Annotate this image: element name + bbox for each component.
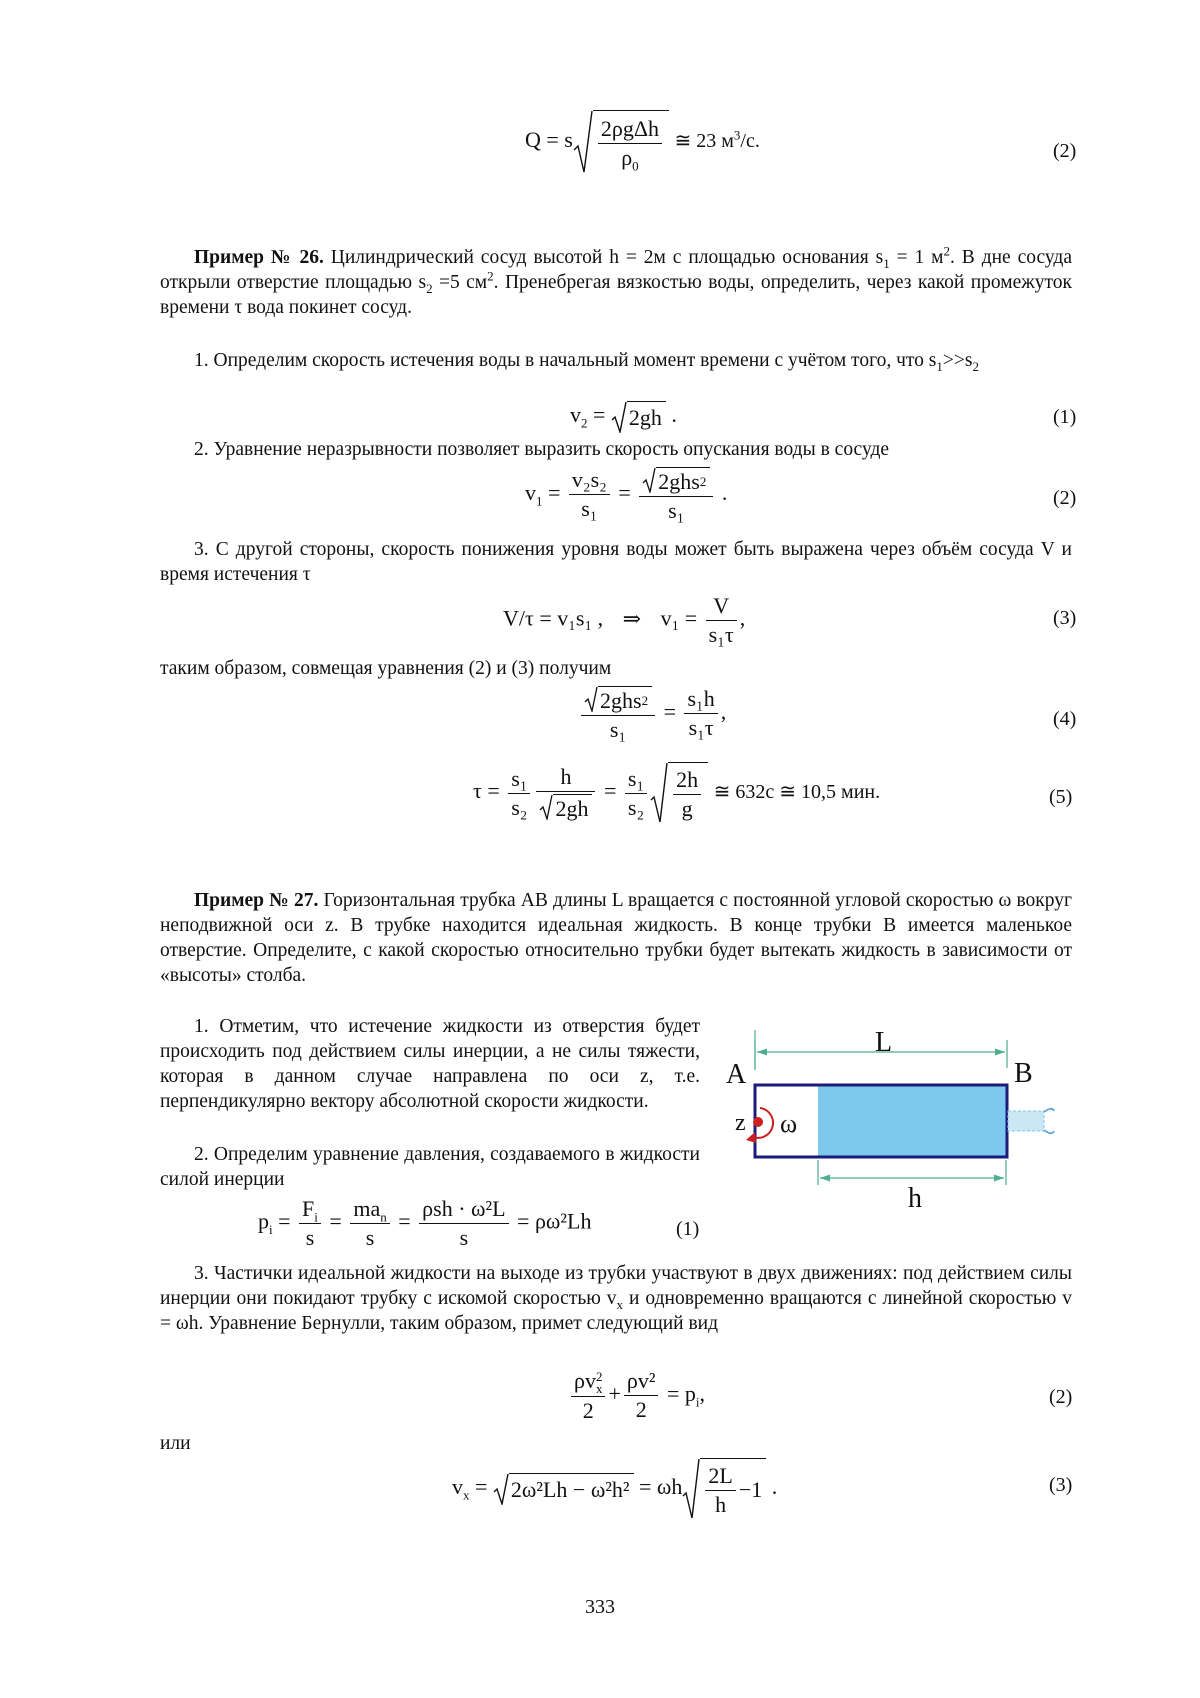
equation-q	[525, 110, 760, 174]
eq-part: v₁ =	[660, 605, 698, 631]
ex26-eq2-frac2: 2ghs 2 s₁	[639, 466, 713, 524]
ex26-eq3-number: (3)	[1053, 607, 1077, 629]
eq-rad-content: 2gh	[627, 401, 666, 433]
ex27-eq3-radical-1	[493, 1473, 634, 1505]
ex26-text: . В дне сосуда открыли отверстие площадью s	[160, 247, 1072, 293]
eq-sub: x	[463, 1487, 470, 1503]
eq-rhs: ≅ 632с ≅ 10,5 мин.	[713, 781, 881, 804]
dimension-arrowhead	[994, 1175, 1004, 1182]
ex26-eq4-frac2	[684, 686, 717, 741]
ex27-eq3-number: (3)	[1049, 1474, 1073, 1496]
eq-q-number: (2)	[1053, 140, 1077, 162]
ex27-or: или	[160, 1433, 191, 1454]
frac-den: s₁	[581, 496, 598, 522]
frac-num: ρv	[574, 1368, 596, 1393]
ex27-eq-3: $v_x$ = 2ω²Lh − ω²h² = ωh $\frac{2L}{h}$ −1 .	[452, 1458, 777, 1520]
ex27-sub: x	[616, 1296, 624, 1312]
frac-num-sub: i	[314, 1209, 318, 1225]
frac-num: h	[536, 764, 595, 792]
eq-q-rhs-end: /с.	[740, 130, 760, 153]
ex26-eq5-number: (5)	[1049, 786, 1073, 808]
frac-den: g	[681, 795, 693, 821]
example-27-statement	[160, 888, 1072, 988]
frac-den: s₂	[627, 794, 645, 820]
ex26-text: . Пренебрегая вязкостью воды, определить, через какой промежуток времени τ вода покинет сосуд.	[160, 272, 1072, 318]
ex26-eq4-number: (4)	[1053, 708, 1077, 730]
eq-sub: 1	[536, 493, 543, 509]
eq-q-sup: 3	[733, 127, 741, 143]
eq-part: +	[608, 1381, 621, 1407]
ex26-eq3-frac	[706, 593, 737, 648]
ex27-eq-2	[568, 1368, 705, 1424]
ex26-eq1-radical	[611, 401, 666, 433]
ex26-sub: 1	[883, 255, 890, 271]
rad-tail: −1	[738, 1477, 763, 1502]
label-omega: ω	[780, 1109, 798, 1138]
ex26-step-1	[160, 348, 1072, 373]
frac-num: F	[302, 1196, 315, 1221]
ex26-eq2-frac1	[569, 467, 610, 522]
eq-sub: 2	[581, 415, 588, 431]
dimension-arrowhead	[757, 1049, 767, 1056]
eq-part: .	[671, 402, 677, 428]
axis-z-point	[753, 1117, 763, 1127]
frac-num-sub: n	[380, 1209, 387, 1225]
label-B: B	[1014, 1058, 1033, 1089]
frac-den: s₁τ	[688, 715, 714, 741]
frac-num: v₂s₂	[569, 467, 610, 495]
frac-den: 2	[582, 1397, 594, 1423]
eq-q-den: ρ	[621, 144, 633, 170]
eq-part: τ =	[473, 778, 500, 804]
ex26-step-3: 3. С другой стороны, скорость понижения уровня воды может быть выражена через объём сосуда V и время истечения τ	[160, 539, 1072, 585]
page-number: 333	[585, 1596, 615, 1618]
frac-den: h	[715, 1491, 727, 1517]
eq-sub: i	[695, 1394, 700, 1410]
fluid-column	[818, 1085, 1006, 1157]
eq-part: v	[525, 480, 536, 506]
ex26-text: = 1 м	[896, 247, 944, 268]
ex27-step-1: 1. Отметим, что истечение жидкости из отверстия будет происходить под действием силы инерции, а не силы тяжести, которая в данном случае направлена по оси z, т.е. перпендикулярно вектору абсолютной скорости жидкости.	[160, 1016, 700, 1112]
ex26-text: >>s	[942, 350, 973, 371]
frac-num: V	[706, 593, 737, 621]
ex26-sup: 2	[487, 268, 494, 284]
eq-q-den-sub: 0	[632, 157, 639, 173]
ex26-eq5-frac3	[625, 766, 647, 821]
label-z: z	[735, 1110, 746, 1136]
ex27-step3-text: 3. Частички идеальной жидкости на выходе из трубки участвуют в двух движениях: под действием силы инерции они покидают трубку с искомой скоростью v	[160, 1263, 1072, 1309]
ex27-eq1-frac2	[350, 1196, 389, 1251]
frac-num: s₁	[625, 766, 647, 794]
ex26-eq5-frac1	[508, 766, 530, 821]
eq-q-radical	[573, 110, 669, 174]
eq-part: ,	[699, 1381, 706, 1407]
ex26-eq-5: τ = $\frac{\text{s₁}}{\text{s₂}}$ $\frac{h}{2gh}$ = $\frac{\text{s₁}}{\text{s₂}}$ $\frac{2h}{g}$ ≅ 632с ≅ 10,5 мин.	[473, 762, 880, 824]
eq-sub: i	[269, 1221, 273, 1237]
eq-part: .	[771, 1474, 778, 1500]
frac-num: 2h	[673, 767, 701, 795]
ex26-step1-text: 1. Определим скорость истечения воды в начальный момент времени с учётом того, что s	[194, 350, 937, 371]
ex27-step-3	[160, 1261, 1072, 1336]
ex26-sup: 2	[943, 243, 951, 259]
eq-part: v	[570, 402, 581, 428]
eq-part: p	[258, 1208, 269, 1234]
ex26-eq4-frac1: 2ghs 2 s₁	[581, 685, 655, 743]
eq-q-lhs: Q = s	[525, 127, 573, 153]
implies-arrow: ⇒	[622, 605, 642, 631]
frac-num: ρsh · ω²L	[419, 1196, 508, 1224]
eq-q-fraction	[598, 116, 662, 171]
frac-den: s₁τ	[708, 622, 734, 647]
frac-den: 2	[635, 1397, 647, 1423]
ex27-eq2-frac2	[624, 1368, 659, 1423]
label-L: L	[875, 1030, 893, 1058]
eq-q-numerator: 2ρgΔh	[598, 116, 662, 144]
ex26-eq-4: 2ghs 2 s₁ = $\frac{\text{s₁h}}{\text{s₁τ}}$ ,	[578, 685, 726, 743]
frac-den: s₁	[668, 497, 685, 523]
outflow-curl-bottom	[1044, 1130, 1054, 1133]
ex26-sub: 2	[972, 358, 979, 374]
frac-num-sup: 2	[595, 1368, 603, 1384]
ex26-eq-1	[570, 401, 677, 433]
ex26-text: =5 см	[439, 272, 488, 293]
ex26-sub: 1	[936, 358, 943, 374]
ex26-combine-text: таким образом, совмещая уравнения (2) и (3) получим	[160, 658, 612, 679]
ex26-eq1-number: (1)	[1053, 406, 1077, 428]
ex27-step3-rest: и одновременно вращаются с линейной скоростью v = ωh. Уравнение Бернулли, таким образом, примет следующий вид	[160, 1288, 1073, 1334]
frac-den: s	[459, 1225, 469, 1250]
frac-den: s₁	[609, 716, 627, 742]
rad-content: 2gh	[553, 794, 592, 822]
example-26-heading: Пример № 26.	[194, 247, 324, 268]
frac-den: s	[365, 1225, 375, 1250]
example-26-statement	[160, 245, 1072, 320]
eq-part: = ωh	[639, 1474, 683, 1500]
ex26-text: Цилиндрический сосуд высотой h = 2м с площадью основания s	[330, 247, 884, 268]
ex27-eq-1: $p_i$ = $\frac{F_i}{s}$ = $\frac{ma_n}{s}$ = $\frac{\text{ρsh · ω²L}}{s}$ = ρω²Lh	[258, 1196, 592, 1250]
frac-num: s₁h	[684, 686, 717, 714]
frac-num-sub: x	[595, 1380, 603, 1396]
rotating-tube-diagram	[720, 1030, 1080, 1210]
frac-num: ma	[353, 1196, 381, 1221]
ex27-eq1-frac3	[419, 1196, 508, 1251]
eq-part: =	[593, 402, 606, 428]
eq-q-rhs: ≅ 23 м	[674, 130, 734, 153]
ex27-eq3-radical-2	[682, 1458, 766, 1520]
ex26-eq5-frac2	[536, 764, 595, 822]
rad-content: 2ω²Lh − ω²h²	[509, 1473, 634, 1505]
eq-rhs: = ρω²Lh	[517, 1208, 592, 1234]
eq-part: = p	[666, 1381, 696, 1407]
eq-part: .	[721, 480, 728, 506]
example-27-heading: Пример № 27.	[194, 890, 319, 911]
ex26-eq5-radical	[650, 762, 708, 824]
eq-part: ,	[720, 699, 727, 725]
ex26-step-2: 2. Уравнение неразрывности позволяет выразить скорость опускания воды в сосуде	[194, 439, 890, 460]
ex27-step-2: 2. Определим уравнение давления, создаваемого в жидкости силой инерции	[160, 1144, 700, 1190]
label-h: h	[908, 1183, 922, 1210]
ex27-eq1-frac1	[299, 1196, 321, 1251]
frac-den: s	[305, 1225, 315, 1250]
label-A: A	[726, 1059, 747, 1090]
outflow-curl-top	[1044, 1109, 1054, 1112]
eq-part: v	[452, 1474, 463, 1500]
rotation-arrowhead	[746, 1132, 756, 1143]
ex26-eq-2: $v_1$ = $\frac{\text{v₂s₂}}{\text{s₁}}$ = 2ghs 2 s₁ .	[525, 467, 728, 523]
eq-part: ,	[739, 605, 746, 631]
frac-num: s₁	[508, 766, 530, 794]
frac-num: 2L	[705, 1463, 735, 1491]
ex27-eq2-number: (2)	[1049, 1386, 1073, 1408]
frac-num: ρv²	[624, 1368, 659, 1396]
ex27-eq2-frac1	[571, 1368, 605, 1424]
eq-part: V/τ = v₁s₁ ,	[503, 605, 604, 631]
outflow-jet	[1008, 1111, 1044, 1131]
ex26-eq-3	[503, 593, 745, 648]
dimension-arrowhead	[820, 1175, 830, 1182]
dimension-arrowhead	[995, 1049, 1005, 1056]
rad-content: 2ghs	[658, 468, 700, 494]
rad-content: 2ghs	[600, 687, 642, 713]
ex26-eq2-number: (2)	[1053, 487, 1077, 509]
ex26-sub: 2	[426, 280, 433, 296]
ex27-eq1-number: (1)	[676, 1218, 700, 1240]
ex27-intro: Горизонтальная трубка AB длины L вращается с постоянной угловой скоростью ω вокруг неподвижной оси z. В трубке находится идеальная жидкость. В конце трубки B имеется маленькое отверстие. Определите, с какой скоростью относительно трубки будет вытекать жидкость в зависимости от «высоты» столба.	[160, 890, 1072, 986]
frac-den: s₂	[511, 794, 528, 820]
